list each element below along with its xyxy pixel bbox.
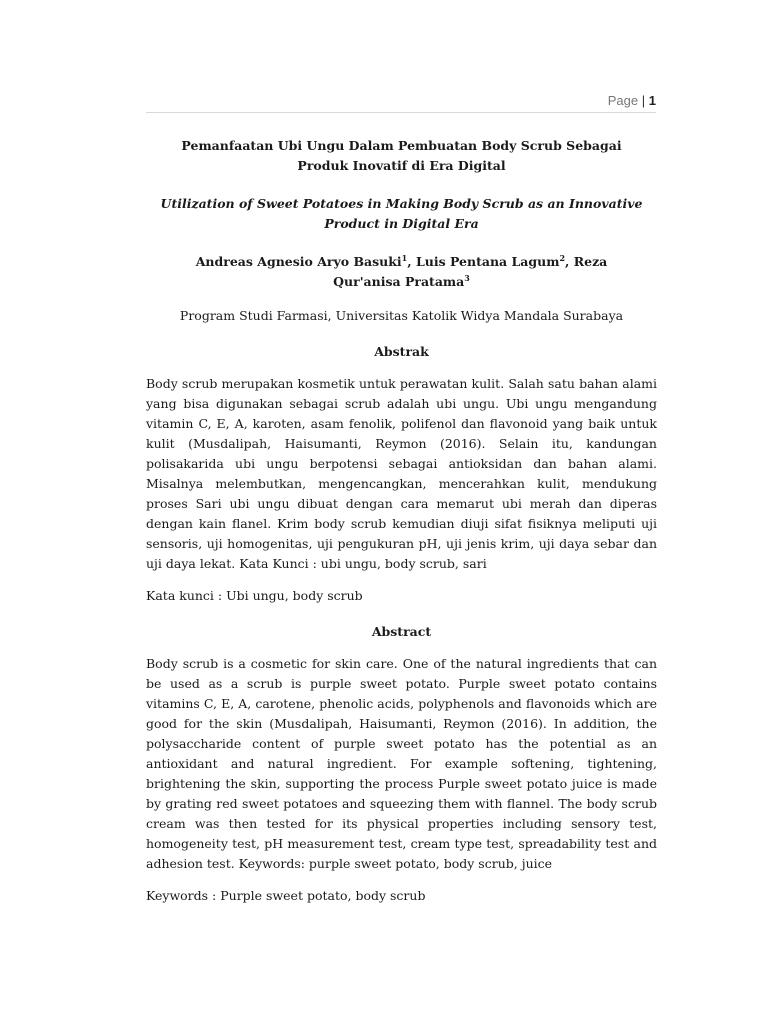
abstrak-heading: Abstrak (374, 344, 429, 359)
title-indonesian: Pemanfaatan Ubi Ungu Dalam Pembuatan Body Scrub Sebagai Produk Inovatif di Era Digital (181, 138, 622, 173)
abstract-body: Body scrub is a cosmetic for skin care. One of the natural ingredients that can be used as a scrub is purple sweet potato. Purple sweet potato contains vitamins C, E, A, carotene, phenolic acids, polyphenols and flavonoids which are good for the skin (Musdalipah, Haisumanti, Reymon (2016). In addition, the polysaccharide content of purple sweet potato has the potential as an antioxidant and natural ingredient. For example softening, tightening, brightening the skin, supporting the process Purple sweet potato juice is made by grating red sweet potatoes and squeezing them with flannel. The body scrub cream was then tested for its physical properties including sensory test, homogeneity test, pH measurement test, cream type test, spreadability test and adhesion test. Keywords: purple sweet potato, body scrub, juice (146, 656, 657, 871)
author-list: Andreas Agnesio Aryo Basuki$^1$, Luis Pentana Lagum$^2$, Reza Qur'anisa Pratama$^3$ (195, 252, 608, 289)
page-header (146, 92, 656, 110)
abstrak-keywords: Kata kunci : Ubi ungu, body scrub (146, 588, 363, 603)
author-name: Andreas Agnesio Aryo Basuki (195, 254, 402, 269)
affiliation: Program Studi Farmasi, Universitas Katolik Widya Mandala Surabaya (179, 308, 624, 323)
abstract-keywords: Keywords : Purple sweet potato, body scrub (146, 888, 426, 903)
author-sup: 2 (559, 252, 566, 263)
author-sup: 1 (401, 252, 408, 263)
abstrak-body: Body scrub merupakan kosmetik untuk perawatan kulit. Salah satu bahan alami yang bisa digunakan sebagai scrub adalah ubi ungu. Ubi ungu mengandung vitamin C, E, A, karoten, asam fenolik, polifenol dan flavonoid yang baik untuk kulit (Musdalipah, Haisumanti, Reymon (2016). Selain itu, kandungan polisakarida ubi ungu berpotensi sebagai antioksidan dan bahan alami. Misalnya melembutkan, mengencangkan, mencerahkan kulit, mendukung proses Sari ubi ungu dibuat dengan cara memarut ubi merah dan diperas dengan kain flanel. Krim body scrub kemudian diuji sifat fisiknya meliputi uji sensoris, uji homogenitas, uji pengukuran pH, uji jenis krim, uji daya sebar dan uji daya lekat. Kata Kunci : ubi ungu, body scrub, sari (146, 376, 657, 571)
paper-body (146, 136, 657, 906)
author-name: Reza Qur'anisa Pratama (333, 254, 608, 289)
header-divider (146, 112, 656, 113)
author-sup: 3 (464, 272, 470, 283)
author-name: Luis Pentana Lagum (415, 254, 560, 269)
abstract-heading: Abstract (371, 624, 432, 639)
page-number: 1 (648, 93, 656, 108)
title-english: Utilization of Sweet Potatoes in Making Body Scrub as an Innovative Product in Digital Era (160, 196, 643, 231)
page-label: Page (607, 93, 639, 108)
page-separator: | (641, 93, 646, 108)
